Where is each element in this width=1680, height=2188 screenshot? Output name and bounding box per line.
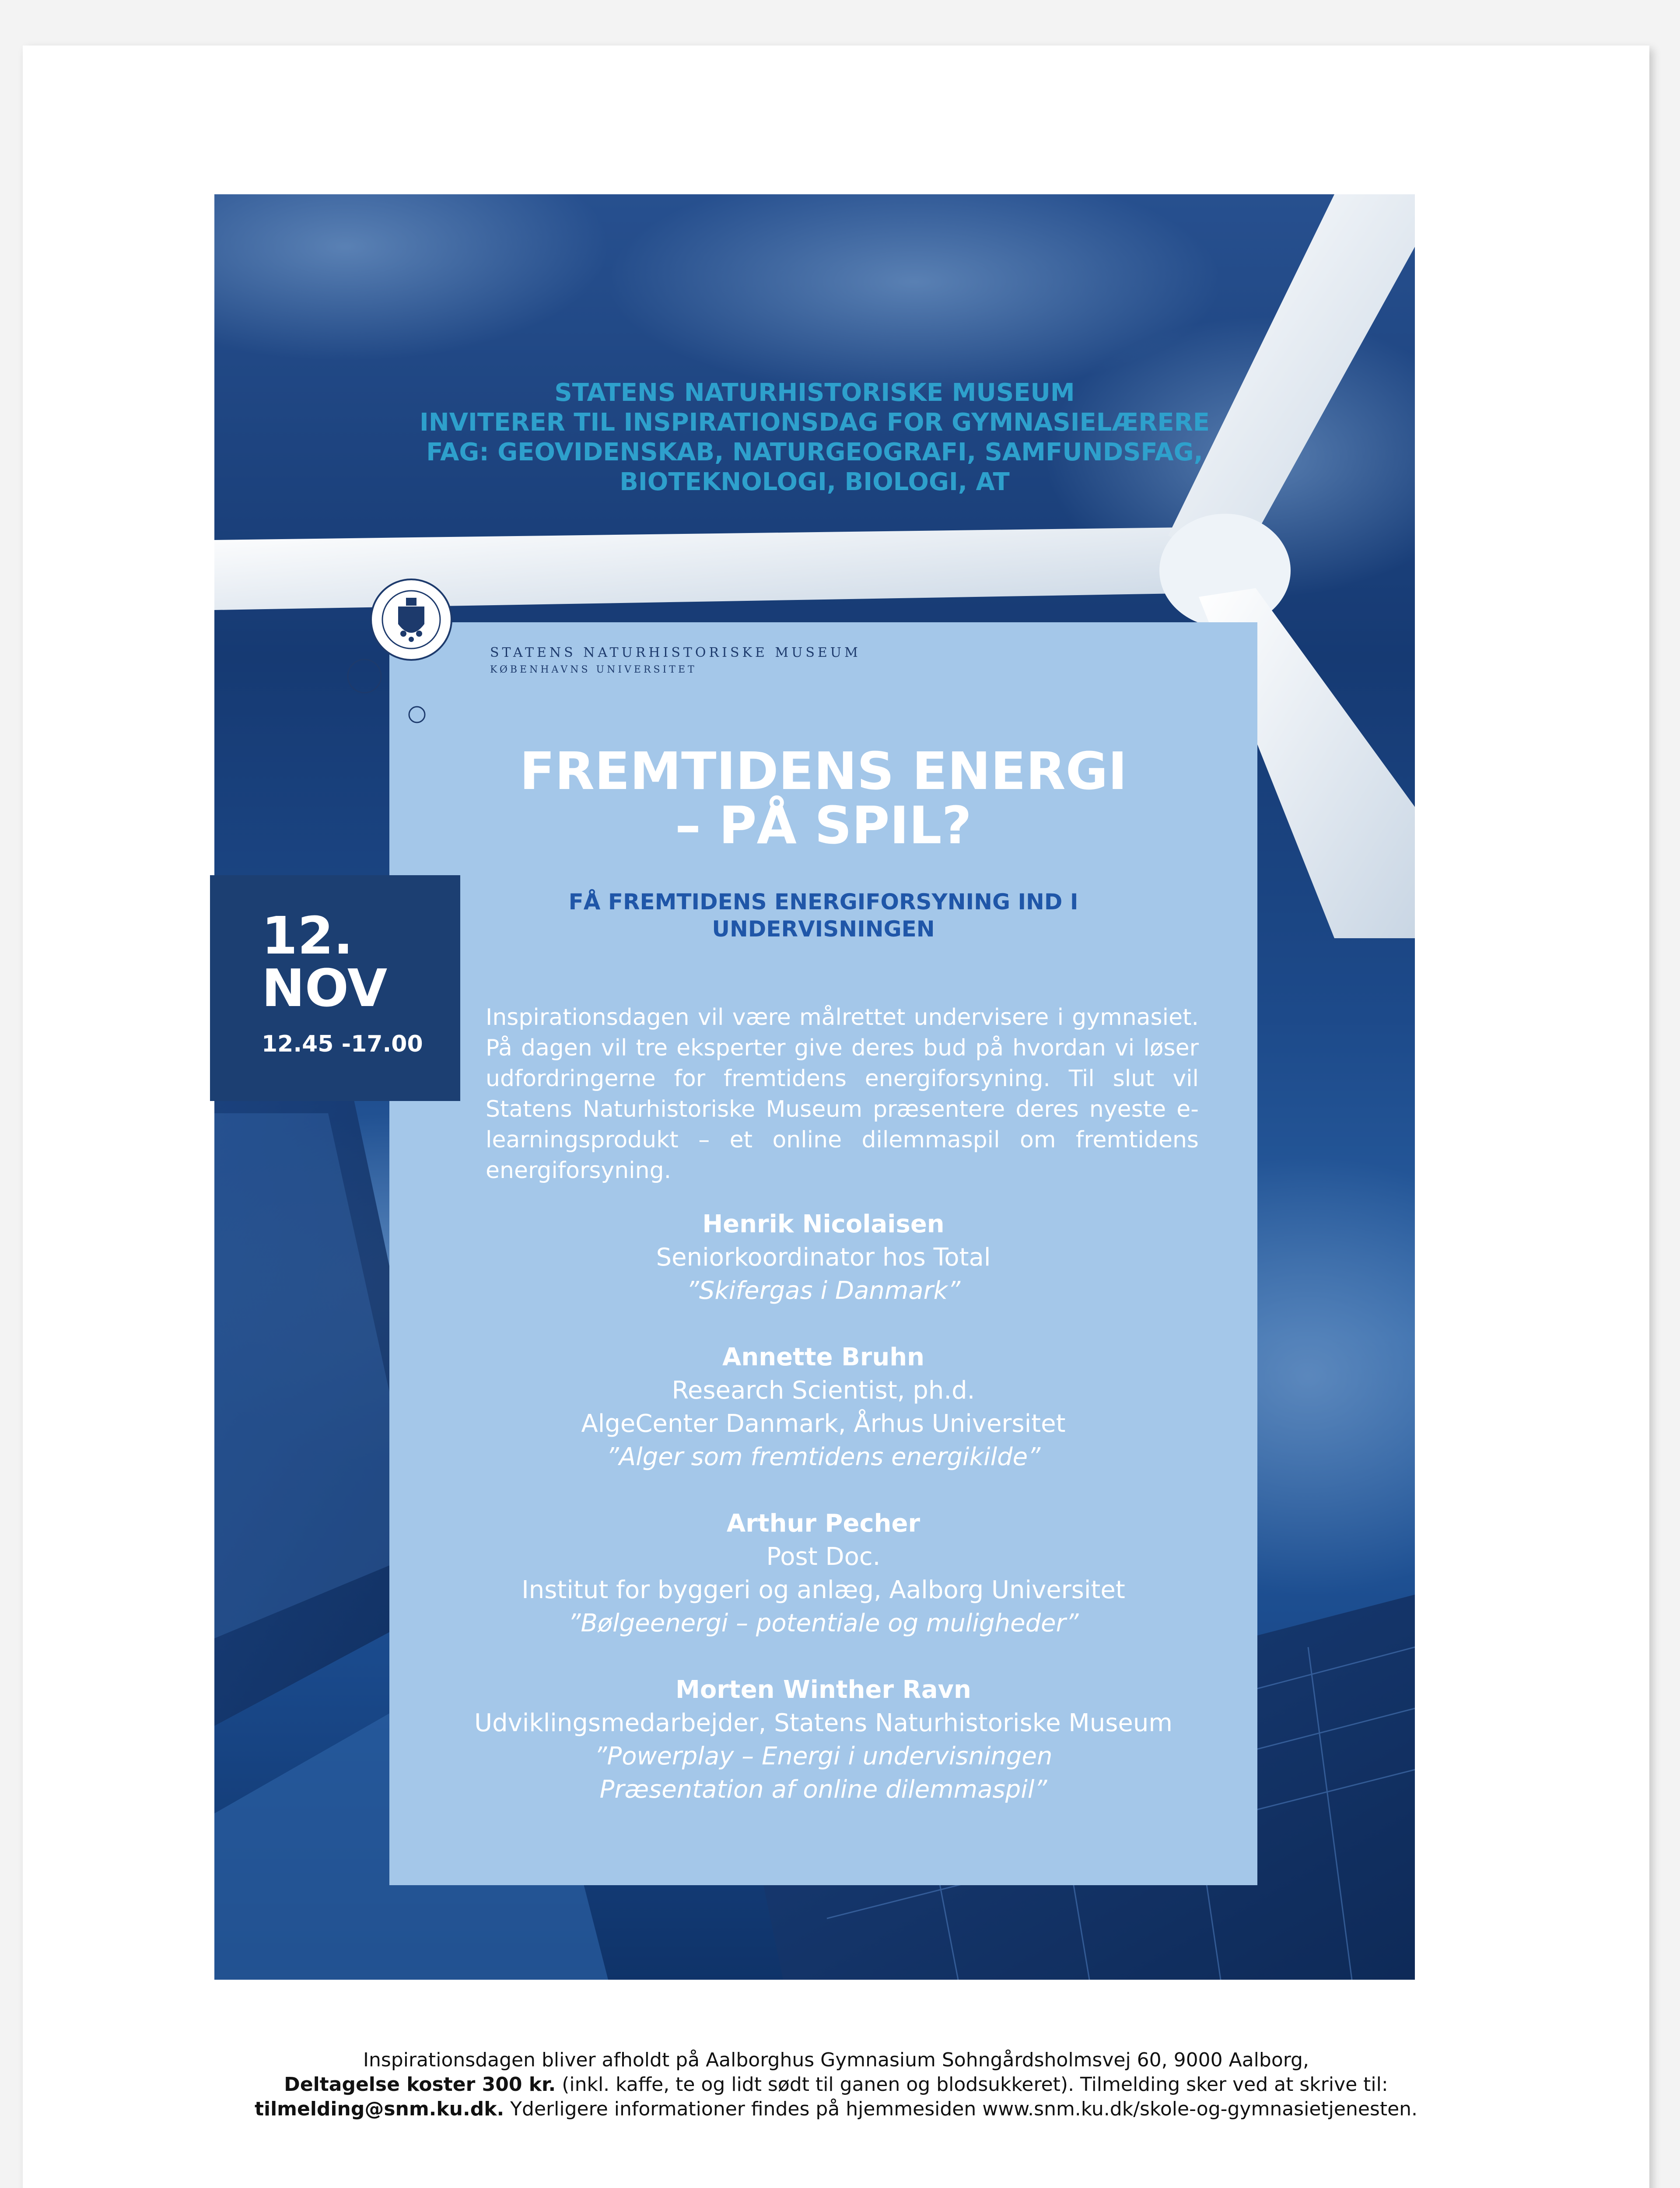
footer-line-2-rest: (inkl. kaffe, te og lidt sødt til ganen og blodsukkeret). Tilmelding sker ved at skrive til:	[556, 2073, 1388, 2096]
speaker-role: Udviklingsmedarbejder, Statens Naturhistoriske Museum	[474, 1709, 1172, 1737]
speaker-role: Research Scientist, ph.d.	[672, 1376, 975, 1405]
speaker-item	[389, 1208, 1257, 1308]
decorative-small-circle-icon	[407, 705, 427, 725]
page-subtitle	[389, 888, 1257, 943]
speaker-item	[389, 1507, 1257, 1640]
speaker-topic-line-2: Præsentation af online dilemmaspil”	[599, 1775, 1047, 1804]
intro-paragraph: Inspirationsdagen vil være målrettet undervisere i gymnasiet. På dagen vil tre eksperter give deres bud på hvordan vi løser udfordringerne for fremtidens energiforsyning. Til slut vil Statens Naturhistoriske Museum præsentere deres nyeste e-learningsprodukt – et online dilemmaspil om fremtidens energiforsyning.	[486, 1004, 1199, 1184]
decorative-circle-icon	[345, 656, 384, 696]
subtitle-line-1: FÅ FREMTIDENS ENERGIFORSYNING IND I	[568, 889, 1078, 915]
speaker-role: Post Doc.	[766, 1543, 881, 1571]
speaker-name: Arthur Pecher	[726, 1509, 920, 1538]
institution-name	[490, 643, 861, 677]
speaker-affiliation: Institut for byggeri og anlæg, Aalborg Universitet	[522, 1576, 1125, 1604]
university-seal-icon	[368, 576, 455, 663]
speaker-item	[389, 1673, 1257, 1806]
footer-line-1: Inspirationsdagen bliver afholdt på Aalborghus Gymnasium Sohngårdsholmsvej 60, 9000 Aalborg,	[363, 2049, 1309, 2071]
speaker-list	[389, 1208, 1257, 1840]
footer-line-3-rest: Yderligere informationer findes på hjemmesiden www.snm.ku.dk/skole-og-gymnasietjenesten.	[504, 2098, 1418, 2120]
speaker-name: Henrik Nicolaisen	[702, 1210, 945, 1238]
header-line-3: FAG: GEOVIDENSKAB, NATURGEOGRAFI, SAMFUNDSFAG,	[426, 438, 1203, 466]
event-day: 12.	[262, 905, 354, 966]
speaker-role: Seniorkoordinator hos Total	[656, 1243, 991, 1272]
footer-line-2	[23, 2072, 1649, 2097]
header-line-4: BIOTEKNOLOGI, BIOLOGI, AT	[620, 468, 1010, 496]
speaker-topic: ”Bølgeenergi – potentiale og muligheder”	[568, 1609, 1079, 1637]
invitation-header	[214, 378, 1415, 497]
speaker-affiliation: AlgeCenter Danmark, Århus Universitet	[581, 1410, 1066, 1438]
institution-line-2: KØBENHAVNS UNIVERSITET	[490, 664, 697, 675]
speaker-topic: ”Alger som fremtidens energikilde”	[606, 1443, 1041, 1471]
header-line-1: STATENS NATURHISTORISKE MUSEUM	[554, 379, 1075, 407]
speaker-name: Annette Bruhn	[722, 1343, 924, 1371]
signup-email: tilmelding@snm.ku.dk.	[254, 2098, 504, 2120]
speaker-name: Morten Winther Ravn	[676, 1676, 971, 1704]
title-line-2: – PÅ SPIL?	[675, 795, 972, 856]
speaker-topic: ”Powerplay – Energi i undervisningen	[594, 1742, 1053, 1771]
event-month: NOV	[262, 958, 388, 1018]
subtitle-line-2: UNDERVISNINGEN	[712, 916, 935, 942]
footer-info	[23, 2048, 1649, 2121]
title-line-1: FREMTIDENS ENERGI	[519, 741, 1127, 801]
price-text: Deltagelse koster 300 kr.	[284, 2073, 556, 2096]
event-date-box	[210, 875, 460, 1101]
speaker-item	[389, 1341, 1257, 1474]
header-line-2: INVITERER TIL INSPIRATIONSDAG FOR GYMNASIELÆRERE	[420, 408, 1210, 437]
institution-line-1: STATENS NATURHISTORISKE MUSEUM	[490, 645, 861, 660]
page-title	[389, 741, 1257, 856]
event-time: 12.45 -17.00	[262, 1031, 423, 1057]
footer-line-3	[23, 2097, 1649, 2121]
speaker-topic: ”Skifergas i Danmark”	[686, 1276, 961, 1305]
